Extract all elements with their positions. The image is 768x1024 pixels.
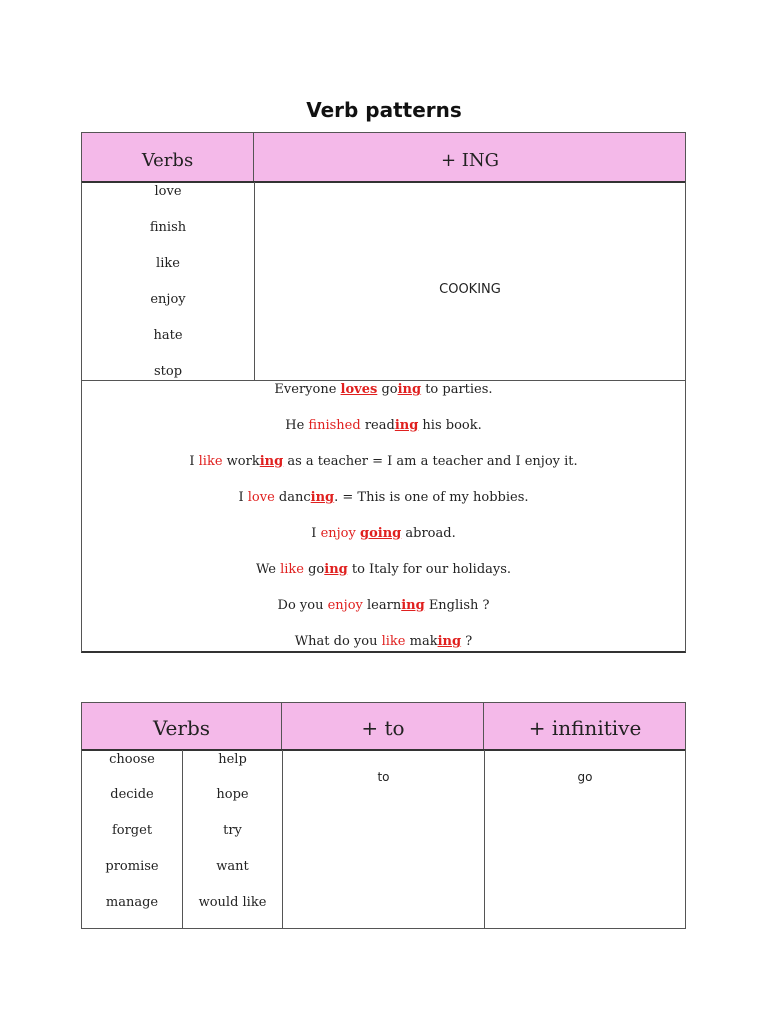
sentence-text: ? bbox=[461, 634, 473, 649]
table-body bbox=[81, 750, 686, 929]
sentence-text: Everyone bbox=[274, 382, 341, 397]
sentence-text: What do you bbox=[294, 634, 382, 649]
highlight-ing: ing bbox=[397, 382, 422, 397]
verb-item: love bbox=[154, 184, 182, 199]
verb-item: forget bbox=[111, 823, 153, 838]
sentence-text: go bbox=[303, 562, 325, 577]
infinitive-value: go bbox=[577, 770, 593, 784]
verb-item: would like bbox=[198, 895, 267, 910]
highlight-verb: love bbox=[247, 490, 275, 505]
highlight-verb: enjoy bbox=[327, 598, 363, 613]
sentence-text: . = This is one of my hobbies. bbox=[334, 490, 529, 505]
header-ing: + ING bbox=[440, 149, 500, 171]
highlight-ing: ing bbox=[310, 490, 335, 505]
to-column bbox=[283, 750, 485, 928]
table-header bbox=[81, 132, 686, 183]
header-verbs: Verbs bbox=[82, 133, 254, 181]
example-word: COOKING bbox=[439, 282, 501, 297]
highlight-ing: ing bbox=[324, 562, 348, 577]
verb-item: manage bbox=[105, 895, 159, 910]
verb-item: hate bbox=[153, 328, 183, 343]
highlight-ing: going bbox=[360, 526, 402, 541]
header-verbs: Verbs bbox=[82, 703, 282, 749]
page-title: Verb patterns bbox=[306, 98, 462, 122]
verb-item: promise bbox=[105, 859, 159, 874]
to-value: to bbox=[377, 770, 390, 784]
to-infinitive-table bbox=[81, 702, 686, 930]
header-to: + to bbox=[283, 703, 484, 749]
example-sentence bbox=[82, 490, 685, 505]
sentence-text: I bbox=[238, 490, 248, 505]
example-sentence bbox=[82, 598, 685, 613]
highlight-ing: ing bbox=[401, 598, 425, 613]
infinitive-column bbox=[485, 750, 685, 928]
verb-item: finish bbox=[149, 220, 187, 235]
highlight-ing: loves bbox=[340, 382, 378, 397]
sentence-text: read bbox=[360, 418, 395, 433]
verbs-column-2 bbox=[183, 750, 283, 928]
table-body bbox=[81, 182, 686, 380]
verb-item: want bbox=[216, 859, 249, 874]
highlight-verb: finished bbox=[308, 418, 361, 433]
example-sentence bbox=[82, 634, 685, 649]
sentence-text: go bbox=[377, 382, 398, 397]
highlight-ing: ing bbox=[394, 418, 419, 433]
verb-item: choose bbox=[109, 752, 155, 767]
ing-verbs-table bbox=[81, 132, 686, 651]
sentence-text: work bbox=[222, 454, 260, 469]
example-sentence bbox=[82, 382, 685, 397]
highlight-ing: ing bbox=[437, 634, 462, 649]
verb-item: decide bbox=[110, 787, 154, 802]
verb-item: like bbox=[156, 256, 180, 271]
example-sentence bbox=[82, 562, 685, 577]
sentence-text: to parties. bbox=[421, 382, 493, 397]
table-header bbox=[81, 702, 686, 751]
sentence-text: I bbox=[311, 526, 321, 541]
sentence-text: learn bbox=[362, 598, 402, 613]
sentence-text: to Italy for our holidays. bbox=[347, 562, 512, 577]
sentence-text: I bbox=[189, 454, 199, 469]
highlight-verb: like bbox=[381, 634, 406, 649]
sentence-text: his book. bbox=[418, 418, 482, 433]
example-sentence bbox=[82, 454, 685, 469]
example-sentence bbox=[82, 418, 685, 433]
sentence-text: mak bbox=[405, 634, 438, 649]
verbs-column bbox=[82, 182, 255, 380]
highlight-ing: ing bbox=[259, 454, 284, 469]
verbs-column-1 bbox=[82, 750, 183, 928]
highlight-verb: like bbox=[280, 562, 304, 577]
verb-item: hope bbox=[216, 787, 249, 802]
verb-item: enjoy bbox=[150, 292, 186, 307]
sentence-text: abroad. bbox=[401, 526, 456, 541]
sentence-text: He bbox=[285, 418, 309, 433]
verb-item: try bbox=[223, 823, 242, 838]
example-sentences bbox=[81, 380, 686, 653]
sentence-text: English ? bbox=[424, 598, 490, 613]
header-infinitive: + infinitive bbox=[528, 716, 642, 740]
sentence-text: Do you bbox=[277, 598, 328, 613]
example-sentence bbox=[82, 526, 685, 541]
sentence-text: danc bbox=[274, 490, 311, 505]
verb-item: stop bbox=[153, 364, 183, 379]
highlight-verb: enjoy bbox=[320, 526, 356, 541]
sentence-text: We bbox=[255, 562, 281, 577]
verb-item: help bbox=[218, 752, 247, 767]
sentence-text: as a teacher = I am a teacher and I enjoy it. bbox=[283, 454, 578, 469]
highlight-verb: like bbox=[198, 454, 223, 469]
